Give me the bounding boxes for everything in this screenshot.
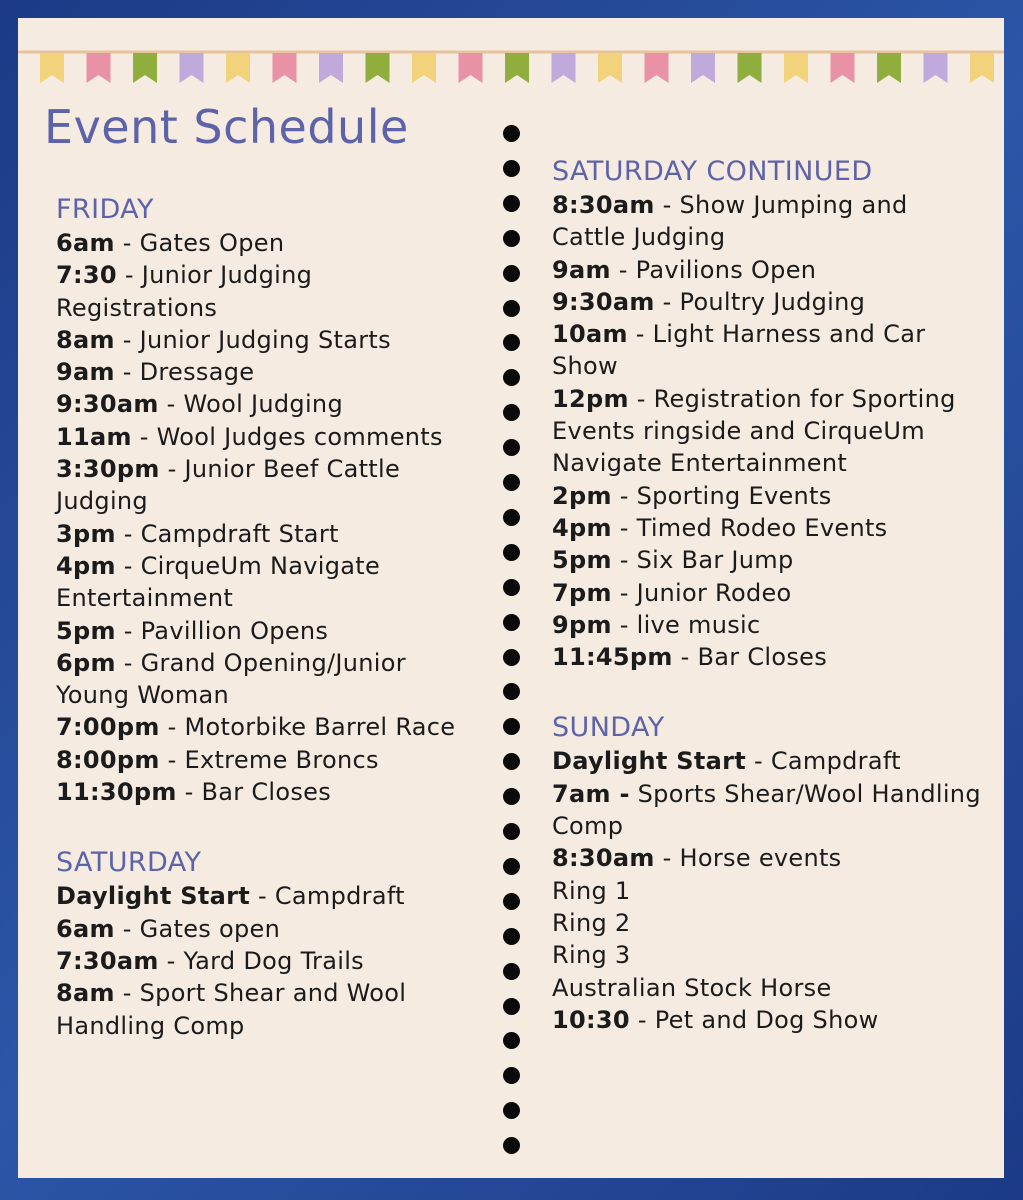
schedule-item-text: - Pavillion Opens [115, 616, 329, 645]
divider-dot [503, 718, 520, 735]
schedule-item [552, 544, 982, 576]
schedule-item [56, 977, 481, 1042]
schedule-item-time: 6pm [56, 648, 116, 677]
schedule-item-time: 12pm [552, 384, 629, 413]
schedule-item [56, 356, 481, 388]
schedule-item [552, 1004, 982, 1036]
schedule-item-text: - Light Harness and Car Show [552, 320, 926, 381]
schedule-item [56, 518, 481, 550]
schedule-item [552, 383, 982, 480]
schedule-item [56, 711, 481, 743]
schedule-item-time: 8:30am [552, 191, 655, 219]
bunting-flag [970, 53, 994, 83]
divider-dot [503, 858, 520, 875]
divider-dot [503, 509, 520, 526]
day-heading-saturday: SATURDAY [56, 847, 202, 879]
schedule-item-text: - Campdraft Start [115, 519, 339, 548]
schedule-item-text: - Pet and Dog Show [629, 1005, 879, 1034]
bunting-flag [784, 53, 808, 83]
divider-dot [503, 1067, 520, 1084]
divider-dot [503, 1032, 520, 1049]
bunting-flag [924, 53, 948, 83]
bunting-flag [552, 53, 576, 83]
schedule-item-time: 7:00pm [56, 713, 160, 742]
schedule-item-text: - Yard Dog Trails [158, 946, 364, 975]
schedule-item-time: 11:45pm [552, 643, 673, 672]
schedule-item-time: 5pm [552, 546, 612, 575]
saturday-list [56, 880, 481, 1041]
schedule-item-time: 10:30 [552, 1005, 630, 1034]
schedule-item-text: - Six Bar Jump [611, 546, 794, 575]
divider-dot [503, 683, 520, 700]
day-heading-saturday-continued: SATURDAY CONTINUED [552, 156, 873, 187]
divider-dot [503, 893, 520, 910]
schedule-item [552, 939, 982, 971]
schedule-item [552, 842, 982, 874]
schedule-item-time: 3:30pm [56, 455, 160, 484]
schedule-item-text: - Grand Opening/Junior Young Woman [56, 648, 406, 710]
schedule-item-time: 7:30 [56, 261, 117, 290]
schedule-item-text: - Campdraft [746, 747, 901, 776]
schedule-item-time: 4pm [56, 551, 116, 580]
schedule-item-time: 2pm [552, 481, 612, 510]
schedule-item [552, 907, 982, 939]
schedule-item [552, 875, 982, 907]
schedule-item [56, 913, 481, 945]
schedule-item-text: - Motorbike Barrel Race [159, 713, 456, 742]
bunting-flag [505, 53, 529, 83]
schedule-item [552, 512, 982, 544]
schedule-item-time: 11:30pm [56, 778, 177, 807]
schedule-item-text: - Gates open [114, 914, 281, 943]
bunting-flag [831, 53, 855, 83]
schedule-item-time: 4pm [552, 513, 612, 542]
schedule-item-time: 8:00pm [56, 745, 160, 774]
schedule-item-time: 8am [56, 325, 115, 354]
schedule-item-text: - Bar Closes [672, 643, 828, 672]
schedule-item-text: - Wool Judges comments [131, 422, 443, 451]
schedule-item [56, 259, 481, 324]
schedule-item-text: - Campdraft [250, 882, 405, 911]
right-column [552, 155, 982, 1036]
schedule-item [56, 324, 481, 356]
bunting-decoration [18, 36, 1004, 96]
bunting-flag [133, 53, 157, 83]
divider-dot [503, 474, 520, 491]
schedule-item-text: - Sporting Events [611, 481, 832, 510]
bunting-flag [273, 53, 297, 83]
divider-dot [503, 649, 520, 666]
bunting-flag [366, 53, 390, 83]
bunting-flag [40, 53, 64, 83]
bunting-flag [412, 53, 436, 83]
bunting-flag [598, 53, 622, 83]
schedule-item-time: 7pm [552, 578, 612, 607]
bunting-flag [877, 53, 901, 83]
schedule-item-text: - live music [611, 610, 761, 639]
schedule-item [552, 972, 982, 1004]
divider-dot [503, 963, 520, 980]
bunting-flag [319, 53, 343, 83]
divider-dot [503, 928, 520, 945]
schedule-item [552, 318, 982, 383]
divider-dot [503, 230, 520, 247]
schedule-item-text: Australian Stock Horse [552, 973, 832, 1002]
schedule-item-text: - Dressage [114, 358, 255, 387]
divider-dot [503, 1137, 520, 1154]
schedule-item [56, 615, 481, 647]
divider-dot [503, 614, 520, 631]
schedule-item [552, 254, 982, 286]
schedule-item-time: 8am [56, 979, 115, 1008]
schedule-item-text: - Wool Judging [158, 390, 343, 419]
schedule-item-text: - Gates Open [114, 229, 285, 257]
schedule-item-time: 7:30am [56, 946, 159, 975]
schedule-item-text: Ring 2 [552, 908, 631, 937]
schedule-item-time: 5pm [56, 616, 116, 645]
schedule-item-text: Sports Shear/Wool Handling Comp [552, 779, 981, 841]
schedule-item-time: 9:30am [552, 287, 655, 316]
schedule-item [56, 388, 481, 420]
schedule-item [552, 189, 982, 254]
schedule-item-text: - Junior Judging Starts [114, 325, 391, 354]
schedule-item [56, 744, 481, 776]
schedule-item [56, 880, 481, 912]
divider-dot [503, 125, 520, 142]
schedule-item-text: - Sport Shear and Wool Handling Comp [56, 979, 407, 1040]
bunting-flag [226, 53, 250, 83]
schedule-item-text: - CirqueUm Navigate Entertainment [56, 551, 381, 613]
schedule-item-text: - Junior Beef Cattle Judging [56, 455, 401, 516]
schedule-item [552, 480, 982, 512]
schedule-item [552, 286, 982, 318]
divider-dot [503, 753, 520, 770]
schedule-item-text: Ring 3 [552, 941, 631, 970]
divider-dot [503, 439, 520, 456]
schedule-item [56, 647, 481, 712]
saturday-continued-list [552, 189, 982, 673]
schedule-item [56, 776, 481, 808]
day-heading-sunday: SUNDAY [552, 712, 665, 744]
schedule-item-time: Daylight Start [552, 747, 747, 776]
divider-dot [503, 579, 520, 596]
divider-dot [503, 788, 520, 805]
divider-dot [503, 544, 520, 561]
schedule-item [552, 641, 982, 673]
divider-dot [503, 195, 520, 212]
schedule-item-time: 6am [56, 914, 115, 943]
schedule-item-time: 11am [56, 422, 132, 451]
schedule-item-text: - Registration for Sporting Events ringside and CirqueUm Navigate Entertainment [552, 384, 956, 478]
schedule-item [56, 550, 481, 615]
schedule-item [552, 778, 982, 843]
schedule-item-text: Ring 1 [552, 876, 631, 905]
schedule-item [56, 421, 481, 453]
day-heading-friday: FRIDAY [56, 194, 154, 225]
schedule-item-text: - Junior Judging Registrations [56, 261, 313, 322]
schedule-item-time: 7am - [552, 779, 630, 808]
schedule-item-time: Daylight Start [56, 882, 251, 911]
divider-dot [503, 265, 520, 282]
divider-dot [503, 300, 520, 317]
schedule-item-time: 6am [56, 229, 115, 257]
schedule-item [56, 945, 481, 977]
divider-dot [503, 369, 520, 386]
friday-list [56, 227, 481, 808]
bunting-flag [738, 53, 762, 83]
schedule-item-time: 9am [552, 255, 611, 284]
dotted-divider [503, 125, 521, 1155]
divider-dot [503, 160, 520, 177]
schedule-item-time: 10am [552, 320, 628, 349]
schedule-item [56, 453, 481, 518]
schedule-item-text: - Horse events [654, 844, 842, 873]
schedule-item-time: 3pm [56, 519, 116, 548]
divider-dot [503, 404, 520, 421]
schedule-item-text: - Bar Closes [176, 778, 332, 807]
bunting-flag [459, 53, 483, 83]
schedule-item-text: - Timed Rodeo Events [611, 513, 888, 542]
schedule-item [56, 227, 481, 259]
schedule-item [552, 609, 982, 641]
bunting-flag [180, 53, 204, 83]
divider-dot [503, 334, 520, 351]
divider-dot [503, 823, 520, 840]
schedule-item-text: - Extreme Broncs [159, 745, 379, 774]
schedule-item-time: 8:30am [552, 844, 655, 873]
schedule-item-text: - Show Jumping and Cattle Judging [552, 191, 908, 252]
schedule-item-text: - Poultry Judging [654, 287, 866, 316]
bunting-flag [691, 53, 715, 83]
bunting-flag [87, 53, 111, 83]
divider-dot [503, 1102, 520, 1119]
schedule-item-time: 9pm [552, 610, 612, 639]
page-title: Event Schedule [44, 100, 409, 154]
schedule-item [552, 745, 982, 777]
schedule-item [552, 577, 982, 609]
sunday-list [552, 745, 982, 1036]
left-column [56, 193, 481, 1042]
bunting-flag [645, 53, 669, 83]
schedule-item-text: - Pavilions Open [610, 255, 817, 284]
schedule-item-time: 9am [56, 358, 115, 387]
divider-dot [503, 998, 520, 1015]
schedule-item-time: 9:30am [56, 390, 159, 419]
schedule-item-text: - Junior Rodeo [611, 578, 792, 607]
